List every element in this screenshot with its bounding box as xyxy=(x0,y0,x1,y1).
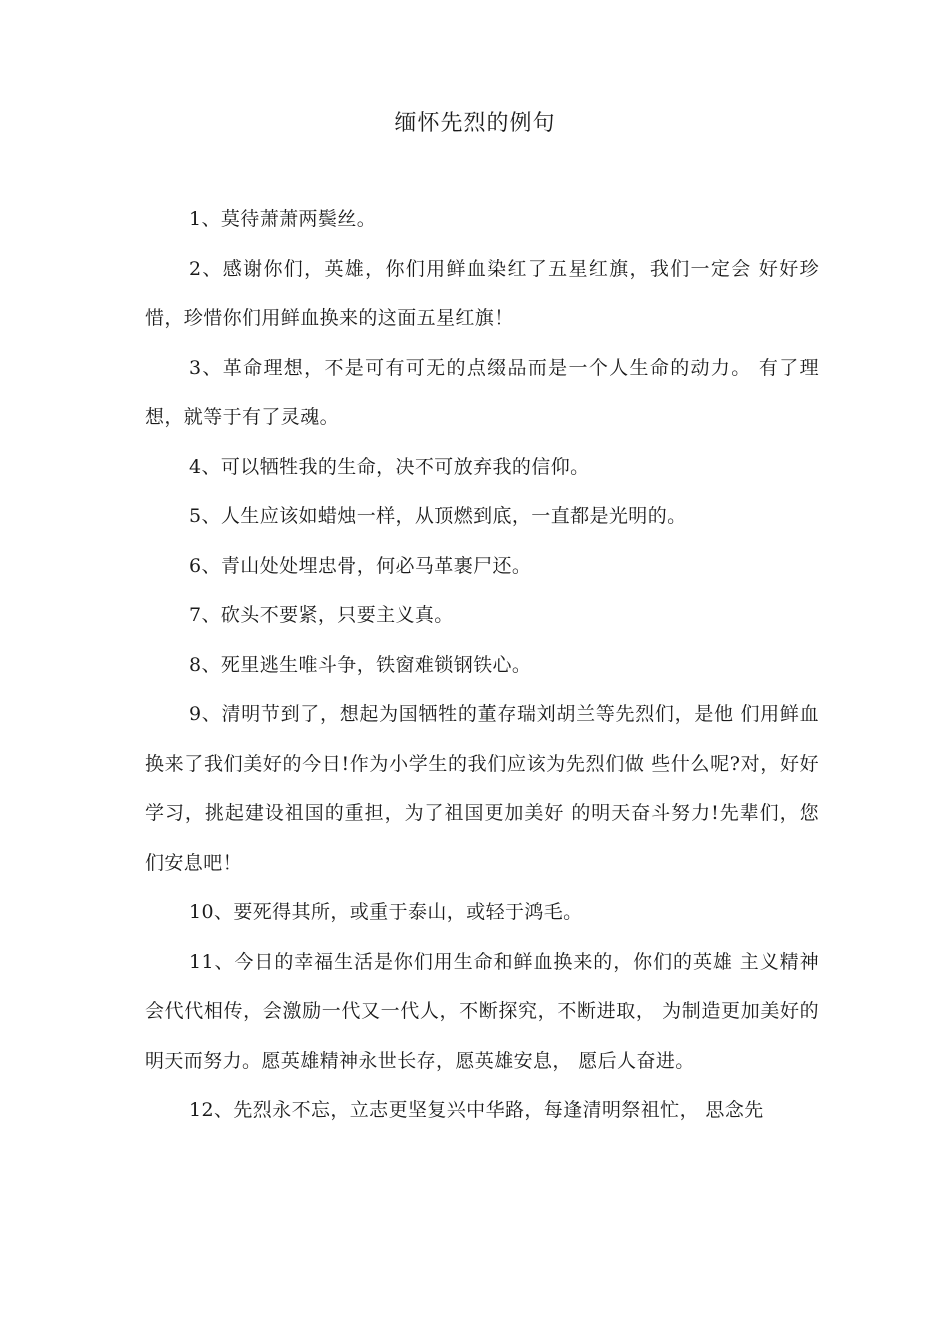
paragraph-12: 12、先烈永不忘，立志更坚复兴中华路，每逢清明祭祖忙， 思念先 xyxy=(189,1099,764,1121)
paragraph-1: 1、莫待萧萧两鬓丝。 xyxy=(189,208,377,230)
paragraph-3: 3、革命理想，不是可有可无的点缀品而是一个人生命的动力。 有了理想，就等于有了灵魂。 xyxy=(145,356,819,428)
paragraph-5: 5、人生应该如蜡烛一样，从顶燃到底，一直都是光明的。 xyxy=(189,505,687,527)
paragraph-4: 4、可以牺牲我的生命，决不可放弃我的信仰。 xyxy=(189,455,590,478)
paragraph-11: 11、今日的幸福生活是你们用生命和鲜血换来的，你们的英雄 主义精神会代代相传，会激励一代又一代人，不断探究，不断进取， 为制造更加美好的明天而努力。愿英雄精神永世长存，愿英雄安息， 愿后人奋进。 xyxy=(145,950,819,1072)
paragraph-9: 9、清明节到了，想起为国牺牲的董存瑞刘胡兰等先烈们，是他 们用鲜血换来了我们美好的今日!作为小学生的我们应该为先烈们做 些什么呢?对，好好学习，挑起建设祖国的重担，为了祖国更加美好 的明天奋斗努力!先辈们，您们安息吧！ xyxy=(145,703,819,874)
document-body xyxy=(145,195,819,1136)
paragraph-7: 7、砍头不要紧，只要主义真。 xyxy=(189,604,454,626)
paragraph-6: 6、青山处处埋忠骨，何必马革裹尸还。 xyxy=(189,554,532,577)
paragraph-10: 10、要死得其所，或重于泰山，或轻于鸿毛。 xyxy=(189,901,583,923)
paragraph-2: 2、感谢你们，英雄，你们用鲜血染红了五星红旗，我们一定会 好好珍惜，珍惜你们用鲜血换来的这面五星红旗！ xyxy=(145,257,819,329)
document-title: 缅怀先烈的例句 xyxy=(394,111,556,136)
paragraph-8: 8、死里逃生唯斗争，铁窗难锁钢铁心。 xyxy=(189,653,532,676)
